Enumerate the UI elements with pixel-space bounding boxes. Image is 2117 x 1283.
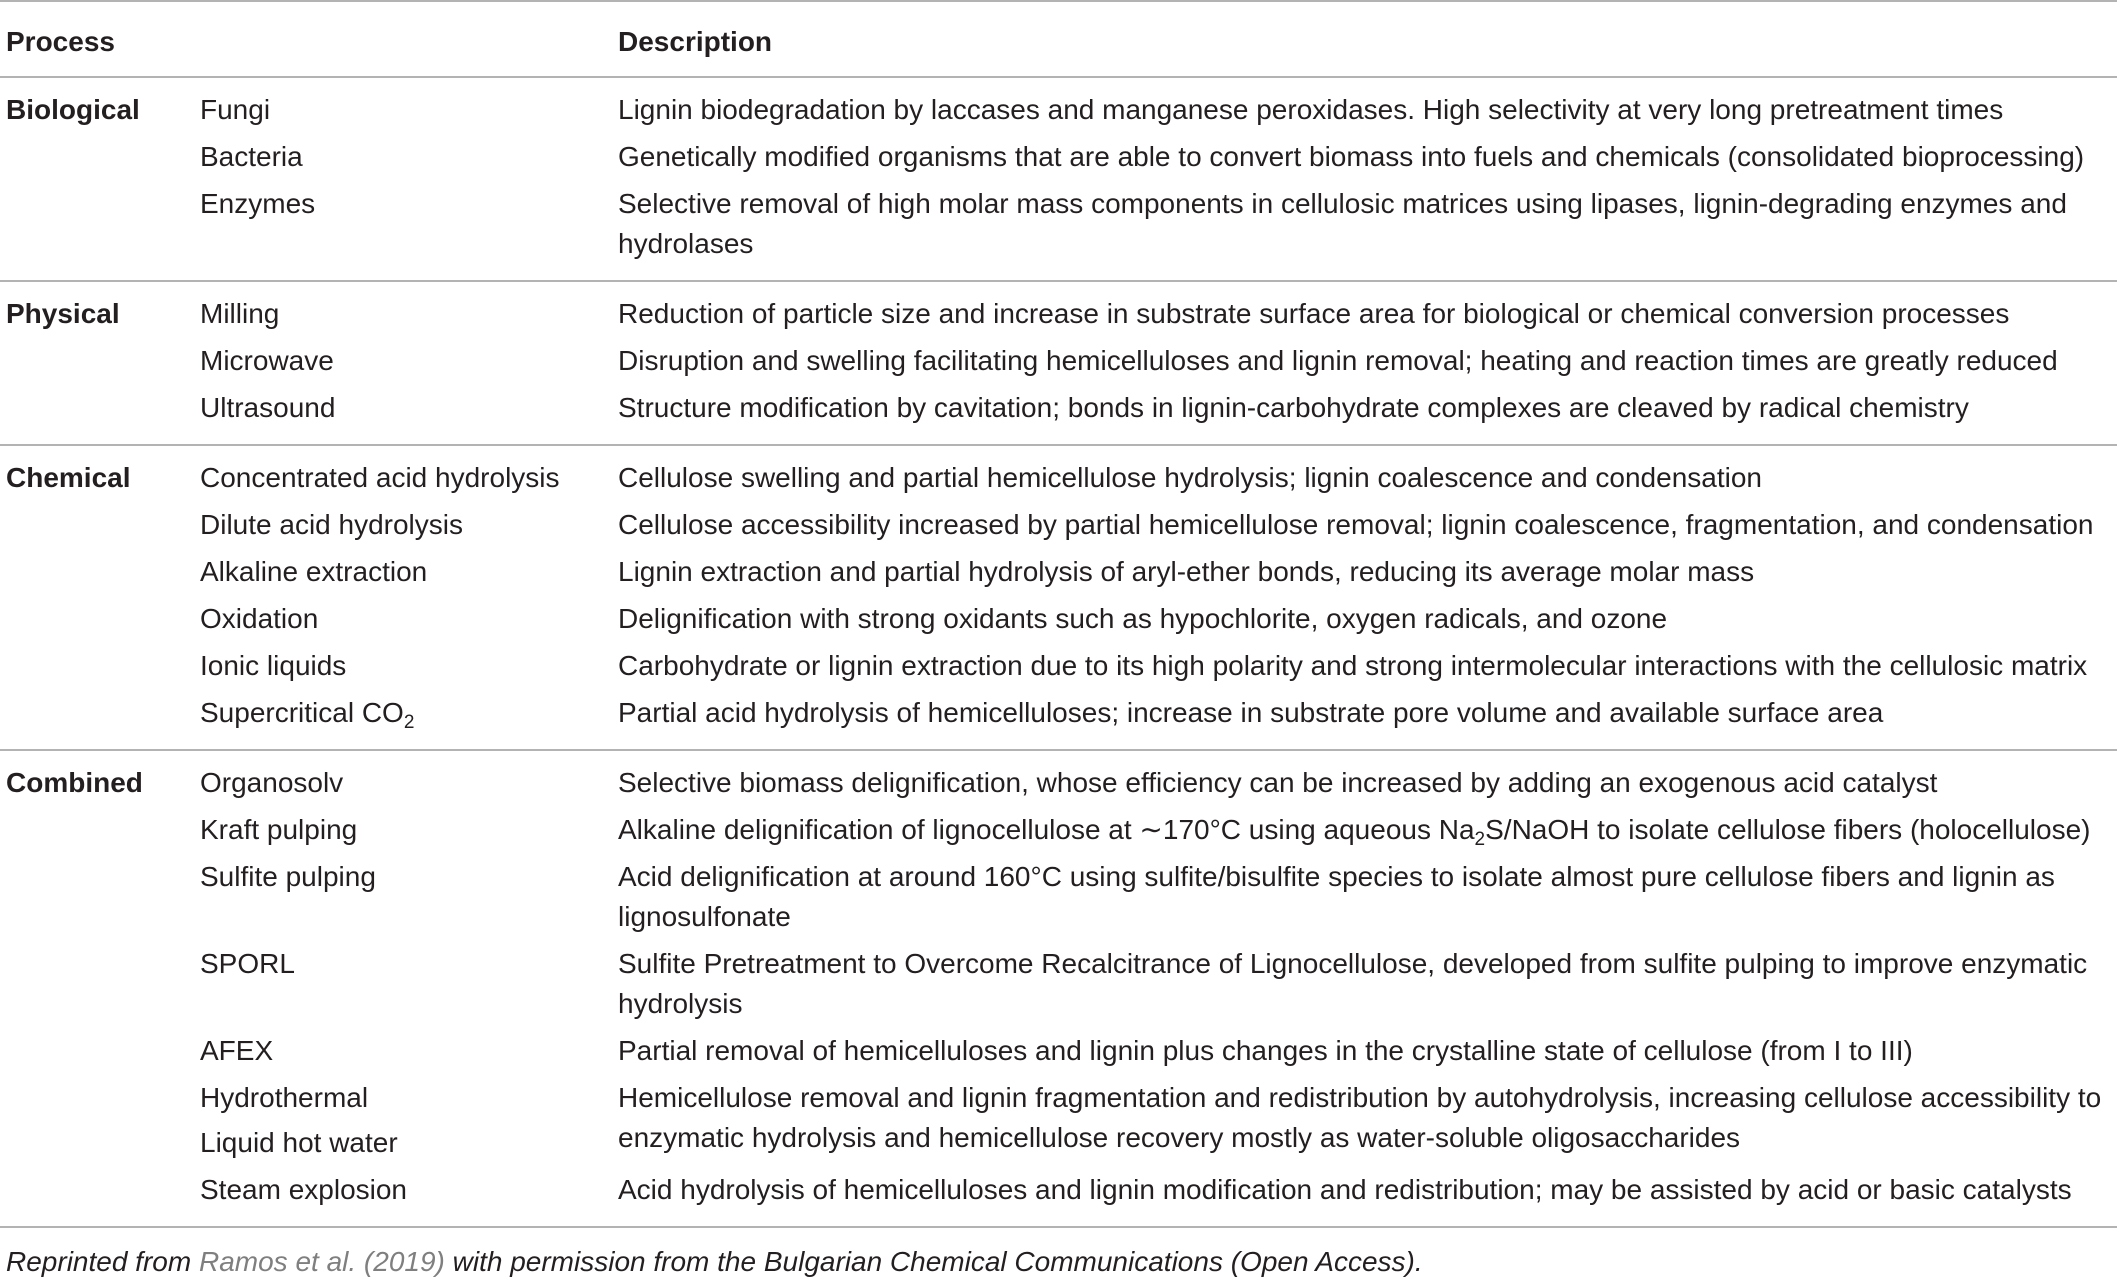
table-row — [0, 686, 2117, 750]
process-name: Bacteria — [200, 141, 303, 172]
section-combined — [0, 750, 2117, 1227]
table-caption — [6, 1246, 1423, 1278]
process-description: Partial acid hydrolysis of hemicelluloses; increase in substrate pore volume and available surface area — [618, 697, 1884, 728]
process-name — [200, 1071, 618, 1163]
process-description: Selective removal of high molar mass components in cellulosic matrices using lipases, lignin-degrading enzymes and hydrolases — [618, 188, 2067, 259]
process-description: Structure modification by cavitation; bonds in lignin-carbohydrate complexes are cleaved by radical chemistry — [618, 392, 1969, 423]
process-description: Lignin biodegradation by laccases and manganese peroxidases. High selectivity at very long pretreatment times — [618, 94, 2004, 125]
table-row — [0, 445, 2117, 498]
caption-suffix: with permission from the Bulgarian Chemical Communications (Open Access). — [444, 1246, 1423, 1277]
process-name-main: Supercritical CO — [200, 697, 404, 728]
process-name: Fungi — [200, 94, 271, 125]
process-name — [200, 686, 618, 750]
process-name-line: Liquid hot water — [200, 1127, 398, 1158]
process-description: Acid hydrolysis of hemicelluloses and lignin modification and redistribution; may be assisted by acid or basic catalysts — [618, 1174, 2072, 1205]
group-label: Combined — [6, 767, 143, 798]
process-name: Steam explosion — [200, 1174, 408, 1205]
group-label: Chemical — [6, 462, 131, 493]
group-label: Biological — [6, 94, 140, 125]
table-row — [0, 750, 2117, 803]
header-row — [0, 1, 2117, 77]
process-description: Partial removal of hemicelluloses and lignin plus changes in the crystalline state of cellulose (from I to III) — [618, 1035, 1913, 1066]
process-name: Concentrated acid hydrolysis — [200, 462, 560, 493]
process-name: AFEX — [200, 1035, 274, 1066]
section-chemical — [0, 445, 2117, 750]
table-row — [0, 592, 2117, 639]
process-description: Lignin extraction and partial hydrolysis of aryl-ether bonds, reducing its average molar mass — [618, 556, 1755, 587]
table-row — [0, 803, 2117, 850]
process-name-subscript: 2 — [403, 712, 415, 733]
table-row — [0, 1024, 2117, 1071]
section-physical — [0, 281, 2117, 445]
header-description: Description — [618, 26, 773, 57]
table-header — [0, 1, 2117, 77]
process-description: Cellulose accessibility increased by partial hemicellulose removal; lignin coalescence, fragmentation, and condensation — [618, 509, 2094, 540]
table-row — [0, 1163, 2117, 1227]
process-description: Selective biomass delignification, whose efficiency can be increased by adding an exogenous acid catalyst — [618, 767, 1938, 798]
header-process: Process — [6, 26, 115, 57]
description-subscript: 2 — [1474, 829, 1486, 850]
process-name: Milling — [200, 298, 280, 329]
section-biological — [0, 77, 2117, 281]
process-name: Sulfite pulping — [200, 861, 376, 892]
group-label: Physical — [6, 298, 120, 329]
table-row — [0, 281, 2117, 334]
process-name: Ultrasound — [200, 392, 336, 423]
process-description — [618, 803, 2117, 850]
table-row — [0, 77, 2117, 130]
process-description: Sulfite Pretreatment to Overcome Recalcitrance of Lignocellulose, developed from sulfite pulping to improve enzymatic hydrolysis — [618, 948, 2088, 1019]
process-description: Delignification with strong oxidants such as hypochlorite, oxygen radicals, and ozone — [618, 603, 1668, 634]
process-name: Dilute acid hydrolysis — [200, 509, 463, 540]
process-description: Genetically modified organisms that are able to convert biomass into fuels and chemicals (consolidated bioprocessing) — [618, 141, 2085, 172]
table-row — [0, 177, 2117, 281]
table-row — [0, 639, 2117, 686]
description-part: S/NaOH to isolate cellulose fibers (holocellulose) — [1485, 814, 2091, 845]
process-name-line: Hydrothermal — [200, 1082, 369, 1113]
table-row — [0, 334, 2117, 381]
process-description: Carbohydrate or lignin extraction due to its high polarity and strong intermolecular interactions with the cellulosic matrix — [618, 650, 2088, 681]
table-row — [0, 381, 2117, 445]
table-row — [0, 130, 2117, 177]
caption-prefix: Reprinted from — [6, 1246, 199, 1277]
process-name: Ionic liquids — [200, 650, 347, 681]
process-name: Organosolv — [200, 767, 344, 798]
process-description: Acid delignification at around 160°C using sulfite/bisulfite species to isolate almost pure cellulose fibers and lignin as lignosulfonate — [618, 861, 2055, 932]
table-row — [0, 850, 2117, 937]
table-row — [0, 545, 2117, 592]
process-name: Enzymes — [200, 188, 316, 219]
process-name: SPORL — [200, 948, 295, 979]
process-description: Disruption and swelling facilitating hemicelluloses and lignin removal; heating and reaction times are greatly reduced — [618, 345, 2058, 376]
description-part: Alkaline delignification of lignocellulose at ∼170°C using aqueous Na — [618, 814, 1475, 845]
table-row — [0, 498, 2117, 545]
process-name: Kraft pulping — [200, 814, 358, 845]
process-name: Microwave — [200, 345, 334, 376]
process-description: Cellulose swelling and partial hemicellulose hydrolysis; lignin coalescence and condensation — [618, 462, 1762, 493]
process-description: Reduction of particle size and increase in substrate surface area for biological or chemical conversion processes — [618, 298, 2010, 329]
process-name: Alkaline extraction — [200, 556, 428, 587]
table-row — [0, 937, 2117, 1024]
process-name: Oxidation — [200, 603, 319, 634]
caption-reference-link[interactable]: Ramos et al. (2019) — [198, 1246, 445, 1277]
process-description: Hemicellulose removal and lignin fragmentation and redistribution by autohydrolysis, increasing cellulose accessibility to enzymatic hydrolysis and hemicellulose recovery mostly as water-soluble oligosaccharides — [618, 1082, 2102, 1153]
table-row — [0, 1071, 2117, 1163]
